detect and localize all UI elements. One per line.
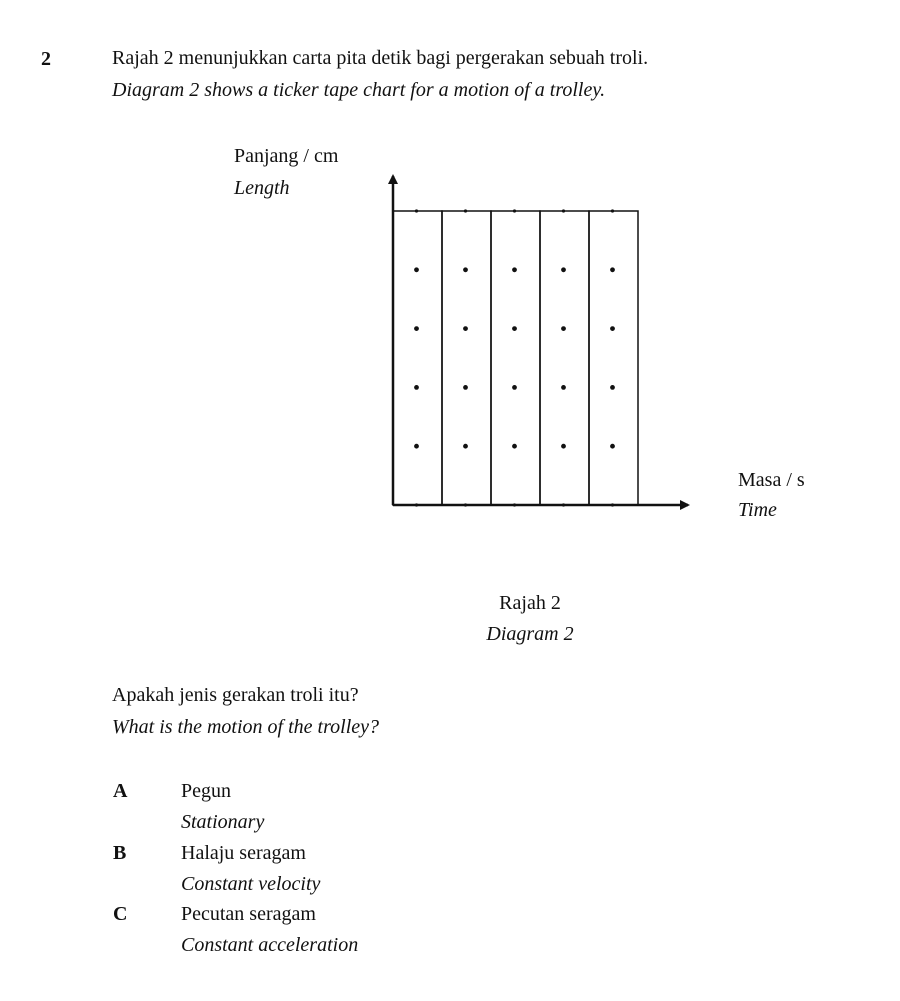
tape-strip-4: [540, 211, 589, 505]
tape-dot: [611, 209, 614, 212]
tape-strip-3: [491, 211, 540, 505]
tape-dot: [414, 444, 419, 449]
tape-dot: [610, 267, 615, 272]
diagram-caption-malay: Rajah 2: [499, 592, 561, 614]
diagram-caption-english: Diagram 2: [486, 623, 574, 645]
tape-dot: [463, 385, 468, 390]
option-a-text-malay[interactable]: Pegun: [181, 780, 231, 802]
option-c-text-malay[interactable]: Pecutan seragam: [181, 903, 316, 925]
prompt-english: What is the motion of the trolley?: [112, 716, 380, 738]
tape-dot: [610, 385, 615, 390]
option-c-text-english[interactable]: Constant acceleration: [181, 934, 359, 956]
question-stem-english: Diagram 2 shows a ticker tape chart for a motion of a trolley.: [112, 79, 606, 101]
tape-dot: [414, 385, 419, 390]
tape-dot: [610, 444, 615, 449]
option-b-letter[interactable]: B: [113, 842, 127, 864]
question-stem-malay: Rajah 2 menunjukkan carta pita detik bagi pergerakan sebuah troli.: [112, 47, 649, 69]
x-axis-label-english: Time: [738, 499, 777, 521]
tape-dot: [464, 209, 467, 212]
tape-dot: [561, 444, 566, 449]
tape-dot: [513, 209, 516, 212]
y-axis-label-english: Length: [234, 177, 290, 199]
tape-dot: [463, 444, 468, 449]
tape-dot: [512, 444, 517, 449]
x-axis-label-malay: Masa / s: [738, 469, 805, 491]
option-a-text-english[interactable]: Stationary: [181, 811, 265, 833]
option-c-letter[interactable]: C: [113, 903, 128, 925]
tape-dot: [561, 385, 566, 390]
tape-dot: [512, 267, 517, 272]
tape-dot: [561, 326, 566, 331]
prompt-malay: Apakah jenis gerakan troli itu?: [112, 684, 359, 706]
question-number: 2: [41, 48, 51, 70]
y-axis-label-malay: Panjang / cm: [234, 145, 339, 167]
option-b-text-english[interactable]: Constant velocity: [181, 873, 321, 895]
tape-dot: [561, 267, 566, 272]
tape-dot: [415, 209, 418, 212]
tape-dot: [414, 267, 419, 272]
tape-strip-2: [442, 211, 491, 505]
tape-dot: [610, 326, 615, 331]
option-a-letter[interactable]: A: [113, 780, 128, 802]
tape-strip-1: [393, 211, 442, 505]
tape-dot: [463, 326, 468, 331]
tape-dot: [512, 385, 517, 390]
tape-dot: [463, 267, 468, 272]
tape-dot: [414, 326, 419, 331]
tape-strip-5: [589, 211, 638, 505]
tape-dot: [562, 209, 565, 212]
option-b-text-malay[interactable]: Halaju seragam: [181, 842, 306, 864]
tape-dot: [512, 326, 517, 331]
